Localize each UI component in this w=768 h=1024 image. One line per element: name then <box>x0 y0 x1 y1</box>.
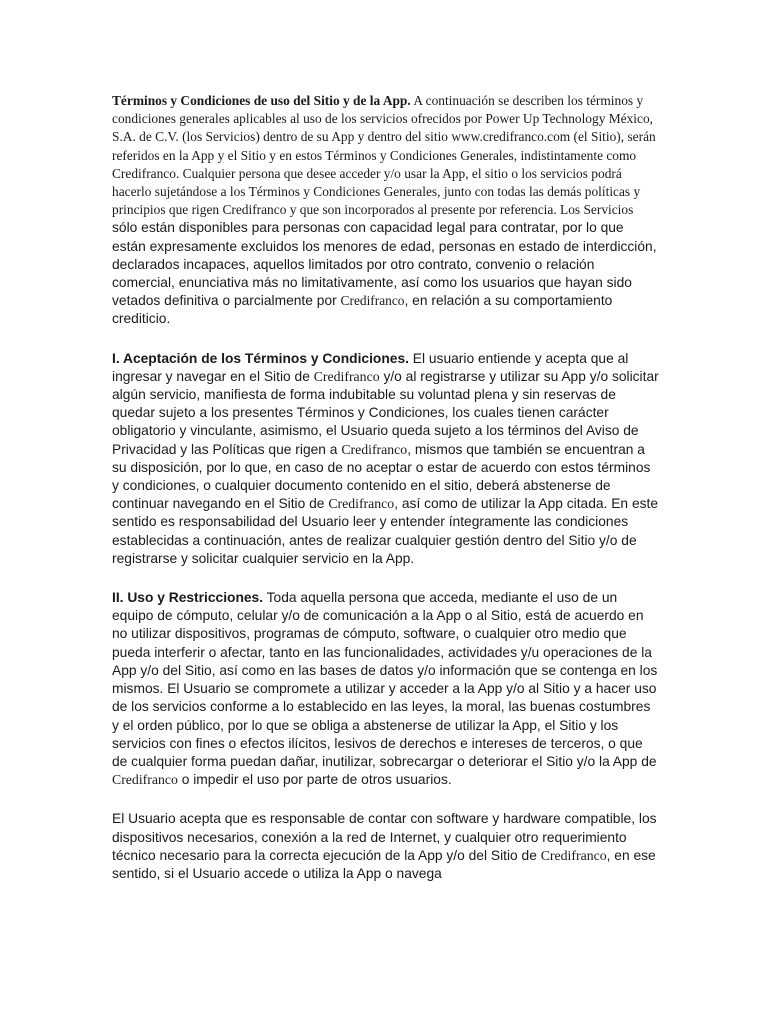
brand-name: Credifranco <box>328 496 395 512</box>
brand-name: Credifranco <box>112 772 178 788</box>
intro-text-end: , en relación a su comportamiento crediticio. <box>112 293 613 327</box>
section-text: y/o al registrarse y utilizar su App y/o solicitar algún servicio, manifiesta de forma indubitable su voluntad plena y sin reservas de quedar sujeto a los presentes Términos y Condiciones, los cuales tienen carácter obligatorio y vinculante, asimismo, el Usuario queda sujeto a los términos del Aviso de Privacidad y las Políticas que rigen a <box>112 368 659 457</box>
brand-name: Credifranco <box>540 847 607 863</box>
document-page <box>112 92 660 883</box>
paragraph-text: , en ese sentido, si el Usuario accede o utiliza la App o navega <box>112 847 656 881</box>
section-text: o impedir el uso por parte de otros usuarios. <box>177 772 452 788</box>
section-acceptance-heading: I. Aceptación de los Términos y Condiciones. <box>112 350 409 366</box>
section-acceptance <box>112 350 660 568</box>
section-use-restrictions <box>112 589 660 789</box>
intro-paragraph <box>112 92 660 329</box>
document-title: Términos y Condiciones de uso del Sitio y de la App. <box>112 93 411 108</box>
section-text: Toda aquella persona que acceda, mediante el uso de un equipo de cómputo, celular y/o de comunicación a la App o al Sitio, está de acuerdo en no utilizar dispositivos, programas de cómputo, software, o cualquier otro medio que pueda interferir o afectar, tanto en las funcionalidades, actividades y/u operaciones de la App y/o del Sitio, así como en las bases de datos y/o información que se contenga en los mismos. El Usuario se compromete a utilizar y acceder a la App y/o al Sitio y a hacer uso de los servicios conforme a lo establecido en las leyes, la moral, las buenas costumbres y el orden público, por lo que se obliga a abstenerse de utilizar la App, el Sitio y los servicios con fines o efectos ilícitos, lesivos de derechos e intereses de terceros, o que de cualquier forma puedan dañar, inutilizar, sobrecargar o deteriorar el Sitio y/o la App de <box>112 590 658 769</box>
brand-name: Credifranco <box>340 293 405 309</box>
section-text: , mismos que también se encuentran a su disposición, por lo que, en caso de no aceptar o estar de acuerdo con estos términos y condiciones, o cualquier documento contenido en el sitio, deberá abstenerse de continuar navegando en el Sitio de <box>112 441 651 512</box>
intro-text-sans: sólo están disponibles para personas con capacidad legal para contratar, por lo que están expresamente excluidos los menores de edad, personas en estado de interdicción, declarados incapaces, aquellos limitados por otro contrato, convenio o relación comercial, enunciativa más no limitativamente, así como los usuarios que hayan sido vetados definitiva o parcialmente por <box>112 220 657 309</box>
paragraph-requirements <box>112 810 660 883</box>
section-use-heading: II. Uso y Restricciones. <box>112 590 264 606</box>
paragraph-text: El Usuario acepta que es responsable de contar con software y hardware compatible, los dispositivos necesarios, conexión a la red de Internet, y cualquier otro requerimiento técnico necesario para la correcta ejecución de la App y/o del Sitio de <box>112 811 657 863</box>
section-text: El usuario entiende y acepta que al ingresar y navegar en el Sitio de <box>112 350 629 384</box>
intro-text-serif: A continuación se describen los términos y condiciones generales aplicables al uso de los servicios ofrecidos por Power Up Technology México, S.A. de C.V. (los Servicios) dentro de su App y dentro del sitio www.credifranco.com (el Sitio), serán referidos en la App y el Sitio y en estos Términos y Condiciones Generales, indistintamente como Credifranco. Cualquier persona que desee acceder y/o usar la App, el sitio o los servicios podrá hacerlo sujetándose a los Términos y Condiciones Generales, junto con todas las demás políticas y principios que rigen Credifranco y que son incorporados al presente por referencia. Los Servicios <box>112 93 656 218</box>
brand-name: Credifranco <box>341 441 408 457</box>
brand-name: Credifranco <box>313 368 380 384</box>
section-text: , así como de utilizar la App citada. En este sentido es responsabilidad del Usuario leer y entender íntegramente las condiciones establecidas a continuación, antes de realizar cualquier gestión dentro del Sitio y/o de registrarse y solicitar cualquier servicio en la App. <box>112 496 659 566</box>
